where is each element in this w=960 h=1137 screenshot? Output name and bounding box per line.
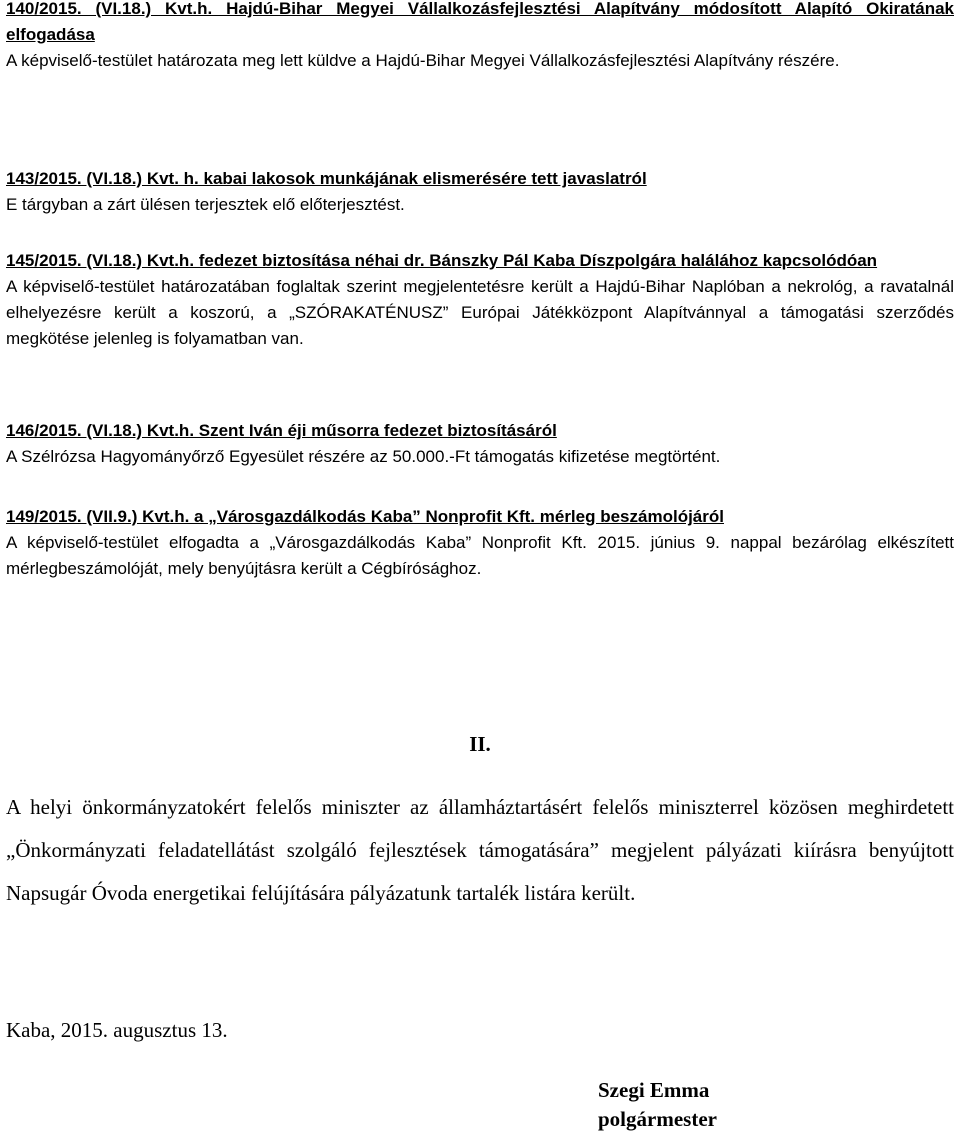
item-body: A Szélrózsa Hagyományőrző Egyesület részére az 50.000.-Ft támogatás kifizetése megtörtént. — [6, 447, 721, 466]
item-heading: 146/2015. (VI.18.) Kvt.h. Szent Iván éji műsorra fedezet biztosításáról — [6, 421, 557, 440]
signer-title: polgármester — [598, 1107, 717, 1131]
item-body: A képviselő-testület határozata meg lett küldve a Hajdú-Bihar Megyei Vállalkozásfejlesztési Alapítvány részére. — [6, 51, 840, 70]
item-body: E tárgyban a zárt ülésen terjesztek elő előterjesztést. — [6, 195, 405, 214]
section-paragraph: A helyi önkormányzatokért felelős miniszter az államháztartásért felelős miniszterrel közösen meghirdetett „Önkormányzati feladatellátást szolgáló fejlesztések támogatására” megjelent pályázati kiírásra benyújtott Napsugár Óvoda energetikai felújítására pályázatunk tartalék listára került. — [6, 795, 954, 905]
item-heading: 140/2015. (VI.18.) Kvt.h. Hajdú-Bihar Megyei Vállalkozásfejlesztési Alapítvány módosított Alapító Okiratának elfogadása — [6, 0, 954, 44]
item-body: A képviselő-testület határozatában foglaltak szerint megjelentetésre került a Hajdú-Bihar Naplóban a nekrológ, a ravatalnál elhelyezésre került a koszorú, a „SZÓRAKATÉNUSZ” Európai Játékközpont Alapítvánnyal a támogatási szerződés megkötése jelenleg is folyamatban van. — [6, 277, 954, 348]
item-143 — [6, 166, 954, 218]
signer-name: Szegi Emma — [598, 1078, 710, 1102]
signature-block — [598, 1076, 717, 1134]
item-body: A képviselő-testület elfogadta a „Városgazdálkodás Kaba” Nonprofit Kft. 2015. június 9. nappal bezárólag elkészített mérlegbeszámolóját, mely benyújtásra került a Cégbírósághoz. — [6, 533, 954, 578]
item-heading: 143/2015. (VI.18.) Kvt. h. kabai lakosok munkájának elismerésére tett javaslatról — [6, 169, 647, 188]
item-heading: 145/2015. (VI.18.) Kvt.h. fedezet biztosítása néhai dr. Bánszky Pál Kaba Díszpolgára halálához kapcsolódóan — [6, 251, 878, 270]
item-heading: 149/2015. (VII.9.) Kvt.h. a „Városgazdálkodás Kaba” Nonprofit Kft. mérleg beszámolójáról — [6, 507, 724, 526]
item-146 — [6, 418, 954, 470]
section-numeral: II. — [469, 732, 491, 756]
place-date: Kaba, 2015. augusztus 13. — [6, 1018, 228, 1042]
item-145 — [6, 248, 954, 352]
item-149 — [6, 504, 954, 582]
item-140 — [6, 0, 954, 74]
